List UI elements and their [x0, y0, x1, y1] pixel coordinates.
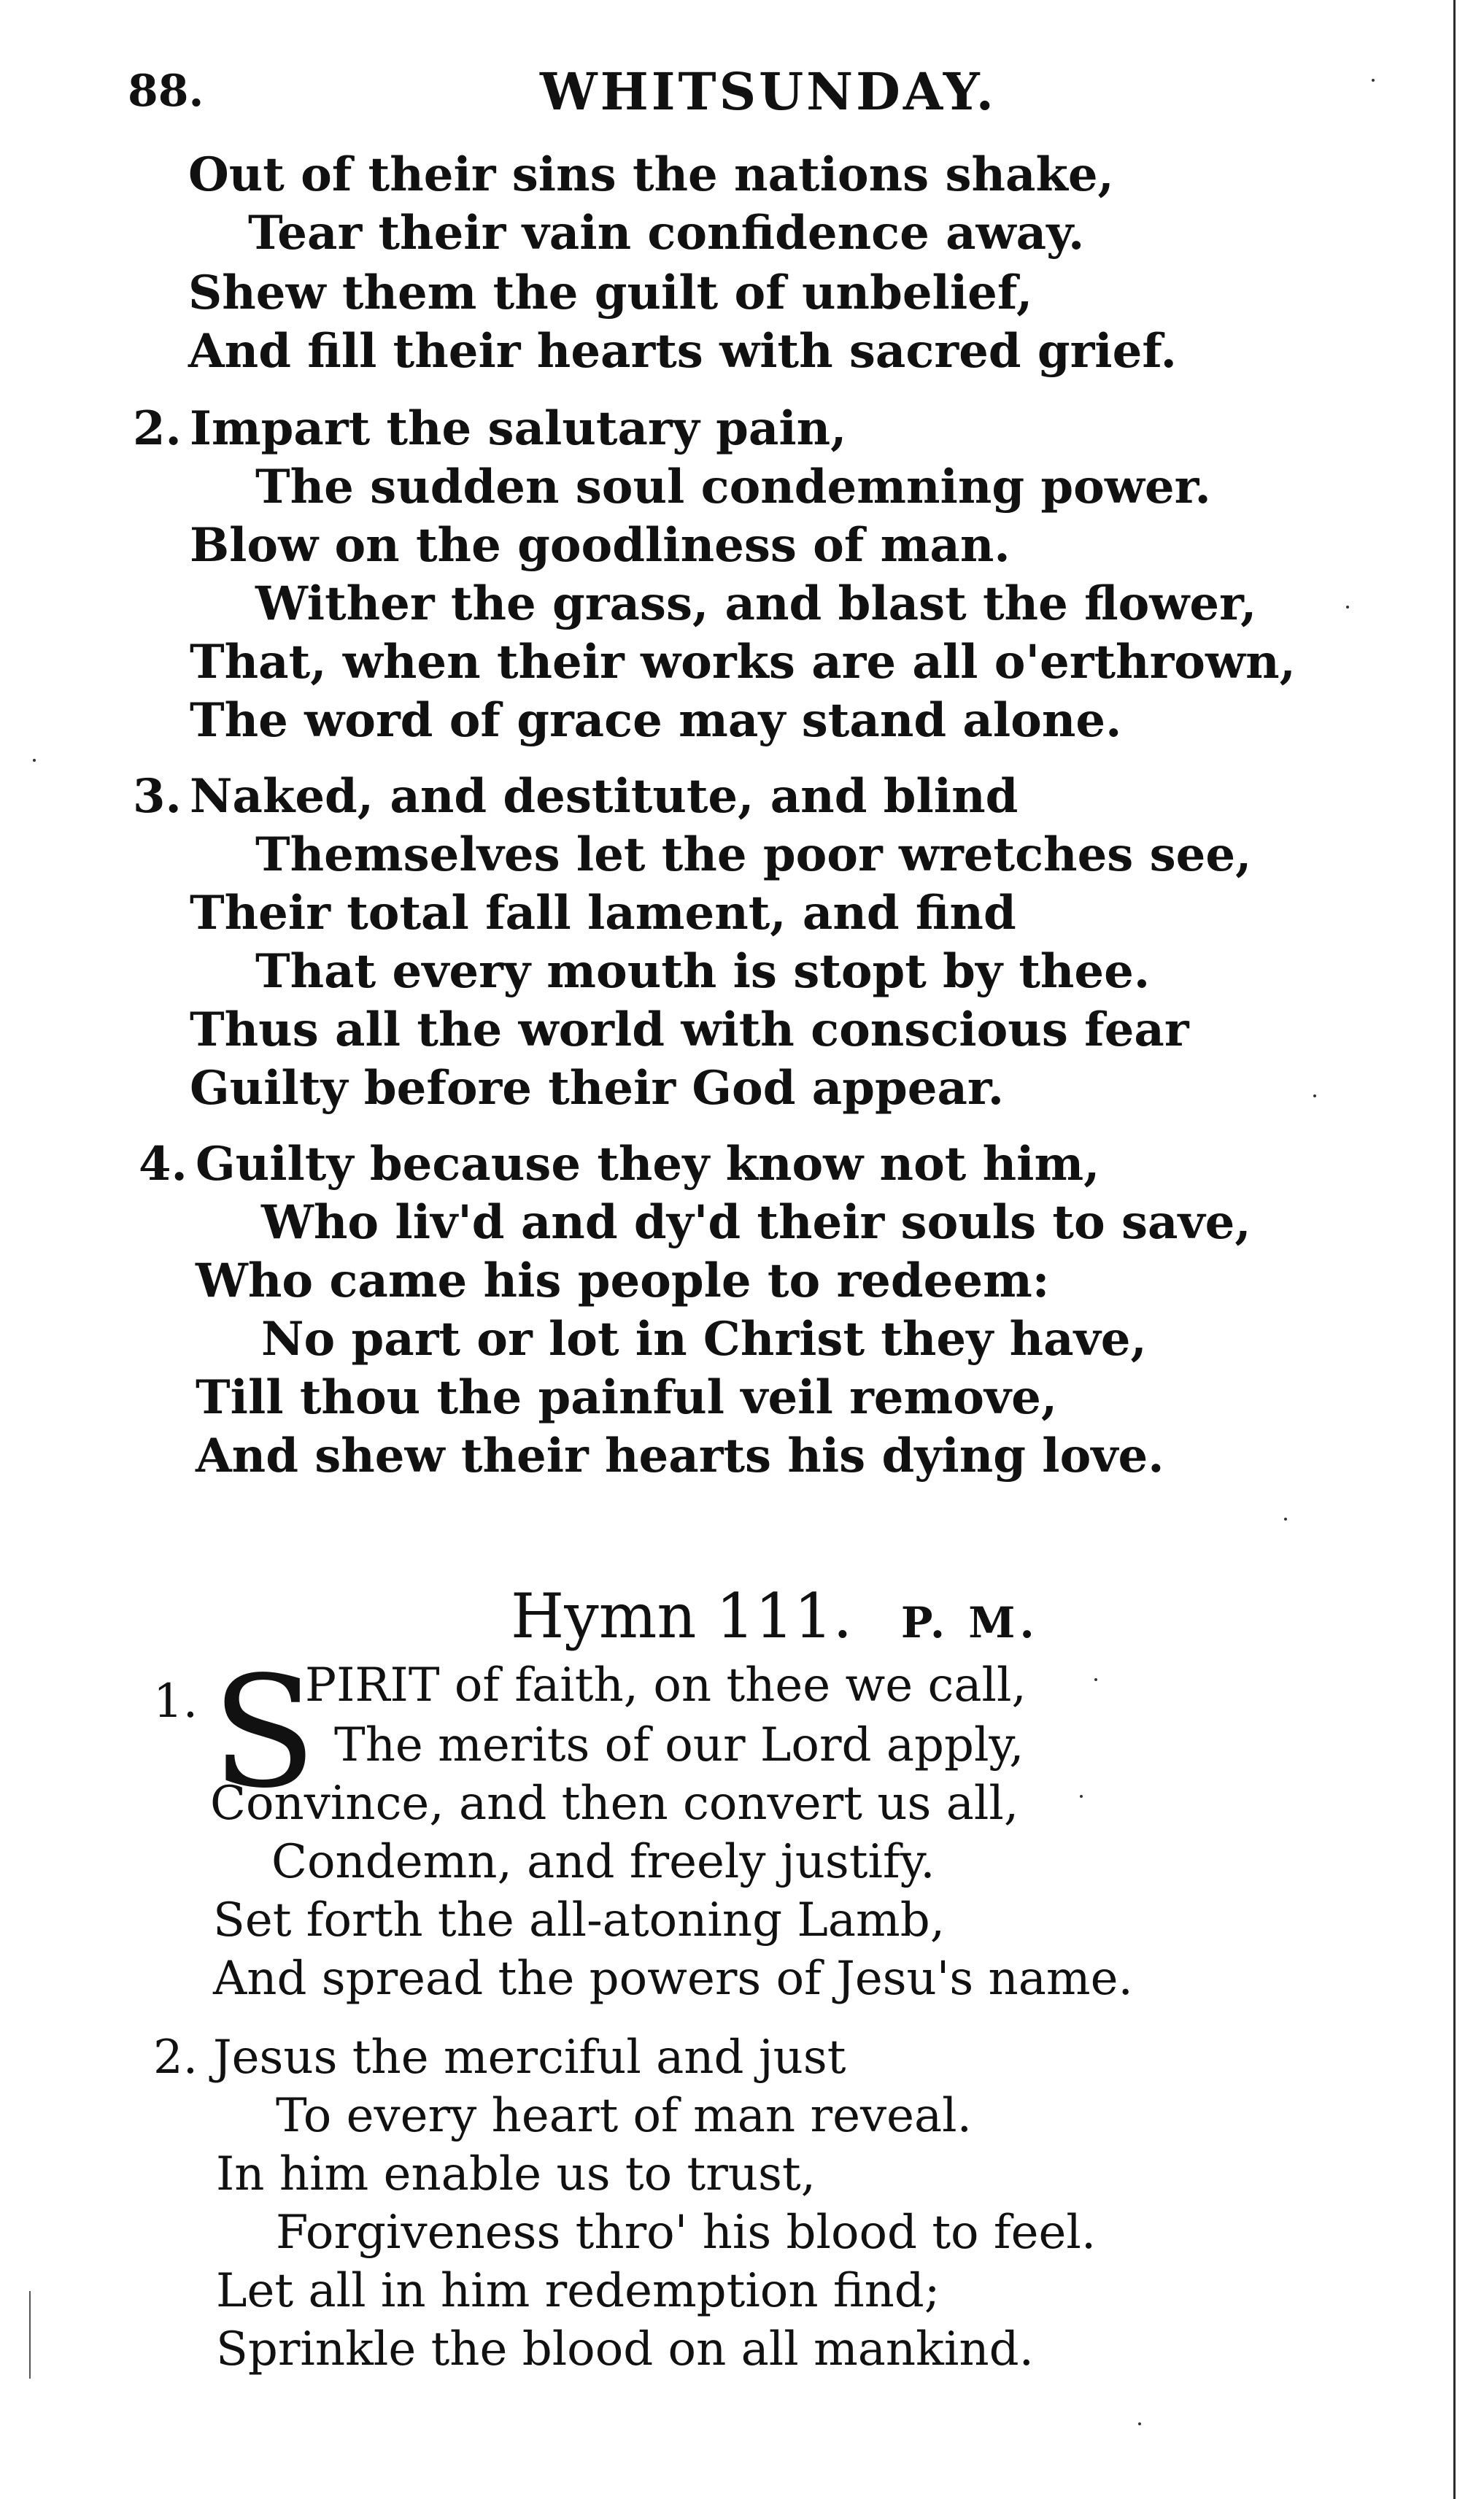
verse-line: Impart the salutary pain,	[190, 401, 847, 456]
running-head: WHITSUNDAY.	[540, 61, 997, 122]
verse-line: Their total fall lament, and find	[190, 886, 1016, 940]
verse-line: Set forth the all-atoning Lamb,	[213, 1893, 946, 1947]
verse-line: To every heart of man reveal.	[276, 2089, 972, 2143]
verse-number: 2.	[133, 401, 182, 456]
verse-line: And spread the powers of Jesu's name.	[213, 1952, 1133, 2006]
page-number: 88.	[128, 66, 204, 117]
verse-number: 2.	[153, 2031, 198, 2085]
verse-line: Let all in him redemption find;	[216, 2264, 940, 2318]
verse-line: Blow on the goodliness of man.	[190, 518, 1010, 573]
verse-line: Tear their vain confidence away.	[248, 206, 1085, 260]
verse-line: Thus all the world with conscious fear	[190, 1003, 1189, 1057]
verse-number: 4.	[139, 1137, 188, 1191]
verse-line: Condemn, and freely justify.	[271, 1835, 935, 1889]
print-speck	[1346, 606, 1349, 609]
print-speck	[1284, 1518, 1287, 1521]
page-header	[0, 51, 1453, 124]
verse-line: PIRIT of faith, on thee we call,	[305, 1658, 1027, 1712]
verse-line: In him enable us to trust,	[216, 2147, 816, 2201]
verse-line: Shew them the guilt of unbelief,	[188, 266, 1033, 320]
verse-line: No part or lot in Christ they have,	[261, 1312, 1147, 1367]
verse-line: Guilty because they know not him,	[196, 1137, 1100, 1191]
verse-line: Themselves let the poor wretches see,	[255, 827, 1252, 882]
print-speck	[33, 759, 36, 762]
verse-line: Out of their sins the nations shake,	[188, 147, 1114, 202]
verse-line: Till thou the painful veil remove,	[196, 1370, 1058, 1425]
verse-line: And fill their hearts with sacred grief.	[188, 324, 1177, 379]
verse-line: And shew their hearts his dying love.	[196, 1429, 1164, 1483]
verse-line: The sudden soul condemning power.	[255, 460, 1211, 514]
print-speck	[1080, 1795, 1083, 1798]
hymn-meter: P. M.	[900, 1598, 1039, 1648]
verse-line: The word of grace may stand alone.	[190, 693, 1122, 748]
verse-number: 3.	[133, 769, 182, 824]
print-speck	[1094, 1678, 1097, 1681]
verse-line: The merits of our Lord apply,	[334, 1718, 1024, 1772]
verse-line: That every mouth is stopt by thee.	[255, 944, 1151, 999]
verse-line: Who came his people to redeem:	[196, 1254, 1050, 1308]
margin-mark	[29, 2291, 31, 2379]
verse-line: Wither the grass, and blast the flower,	[255, 576, 1257, 631]
verse-number: 1.	[153, 1675, 198, 1729]
print-speck	[1313, 1094, 1316, 1097]
verse-line: Convince, and then convert us all,	[210, 1777, 1019, 1831]
hymn-title: Hymn 111.	[511, 1580, 853, 1652]
verse-line: That, when their works are all o'erthrown,	[190, 635, 1296, 690]
print-speck	[1372, 79, 1375, 82]
page-edge-rule	[1453, 0, 1456, 2499]
verse-line: Forgiveness thro' his blood to feel.	[276, 2206, 1097, 2260]
verse-line: Naked, and destitute, and blind	[190, 769, 1019, 824]
verse-line: Guilty before their God appear.	[190, 1061, 1005, 1116]
verse-line: Sprinkle the blood on all mankind.	[216, 2322, 1034, 2376]
print-speck	[1138, 2422, 1141, 2425]
drop-cap: S	[212, 1643, 317, 1822]
verse-line: Jesus the merciful and just	[213, 2031, 846, 2085]
hymn-heading	[511, 1580, 1039, 1659]
verse-line: Who liv'd and dy'd their souls to save,	[261, 1195, 1251, 1250]
